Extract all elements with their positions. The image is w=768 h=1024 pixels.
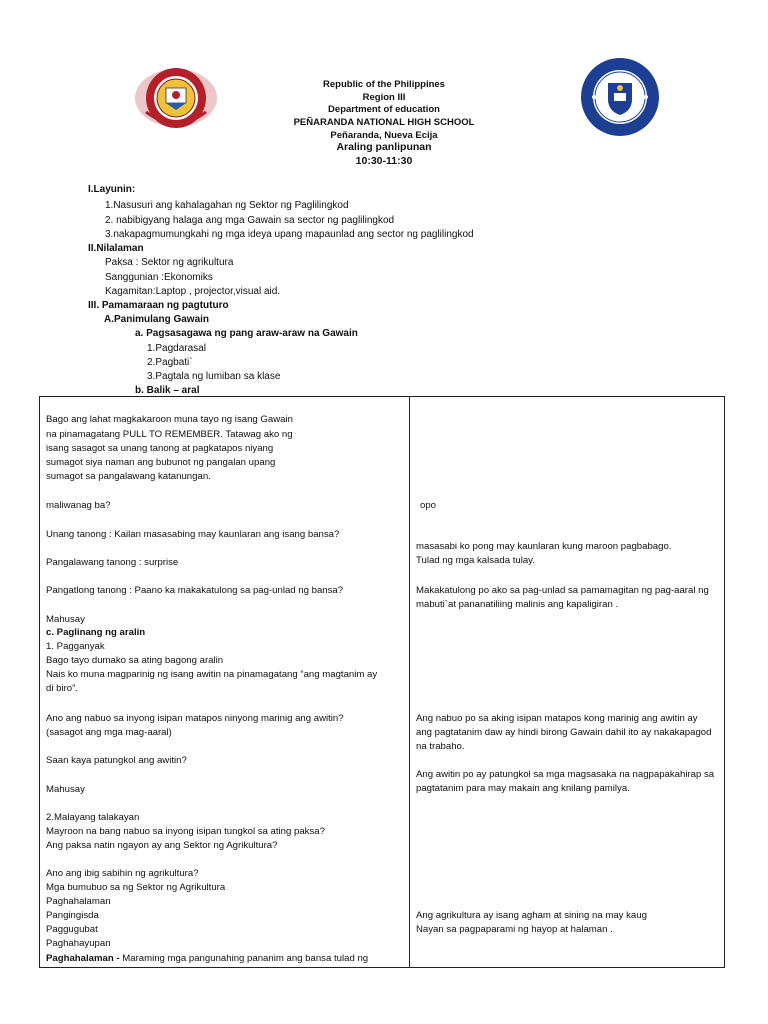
- teacher-line: Bago tayo dumako sa ating bagong aralin: [46, 655, 224, 666]
- list-item: Pangingisda: [46, 910, 99, 921]
- teacher-line: Mayroon na bang nabuo sa inyong isipan tungkol sa ating paksa?: [46, 826, 325, 837]
- student-answer: pagtatanim para may makain ang knilang pamilya.: [416, 783, 630, 794]
- layunin-item: 1.Nasusuri ang kahalagahan ng Sektor ng Paglilingkod: [105, 200, 349, 211]
- student-answer: Makakatulong po ako sa pag-unlad sa pamamagitan ng pag-aaral ng: [416, 585, 709, 596]
- nilalaman-title: II.Nilalaman: [88, 243, 144, 254]
- panimulang-gawain: A.Panimulang Gawain: [104, 314, 210, 325]
- pamamaraan-title: III. Pamamaraan ng pagtuturo: [88, 300, 229, 311]
- teacher-line: [46, 952, 368, 965]
- header-line-school: PEÑARANDA NATIONAL HIGH SCHOOL: [293, 117, 475, 128]
- teacher-line: Ano ang nabuo sa inyong isipan matapos ninyong marinig ang awitin?: [46, 713, 344, 724]
- teacher-line: (sasagot ang mga mag-aaral): [46, 727, 172, 738]
- list-item: Paghahayupan: [46, 938, 111, 949]
- student-answer: Ang agrikultura ay isang agham at sining na may kaug: [416, 910, 647, 921]
- balik-aral-heading: b. Balik – aral: [135, 385, 200, 396]
- teacher-line: Bago ang lahat magkakaroon muna tayo ng isang Gawain: [46, 414, 293, 425]
- header-line-subject: Araling panlipunan: [336, 141, 432, 153]
- nilalaman-item: Kagamitan:Laptop , projector,visual aid.: [105, 286, 281, 297]
- student-answer: mabuti`at pananatiliing malinis ang kapaligiran .: [416, 599, 619, 610]
- header-line-address: Peñaranda, Nueva Ecija: [330, 130, 438, 141]
- pagsasagawa-item: 3.Pagtala ng lumiban sa klase: [147, 371, 281, 382]
- student-answer: Ang nabuo po sa aking isipan matapos kong marinig ang awitin ay: [416, 713, 698, 724]
- teacher-line: isang sasagot sa unang tanong at pagkatapos niyang: [46, 443, 274, 454]
- table-column-divider: [409, 396, 410, 968]
- header-line-department: Department of education: [328, 104, 440, 115]
- student-answer: ang pagtatanim daw ay hindi birong Gawain dahil ito ay nakakapagod: [416, 727, 712, 738]
- teacher-line: Ang paksa natin ngayon ay ang Sektor ng Agrikultura?: [46, 840, 278, 851]
- student-answer: opo: [420, 500, 437, 511]
- teacher-line: sumagot siya naman ang bubunot ng pangalan upang: [46, 457, 276, 468]
- pagsasagawa-item: 1.Pagdarasal: [147, 343, 206, 354]
- student-answer: Nayan sa pagpaparami ng hayop at halaman .: [416, 924, 613, 935]
- header-line-region: Region III: [362, 92, 406, 103]
- teacher-line: Mga bumubuo sa ng Sektor ng Agrikultura: [46, 882, 226, 893]
- list-item: Paghahalaman: [46, 896, 111, 907]
- layunin-item: 3.nakapagmumungkahi ng mga ideya upang mapaunlad ang sector ng paglilingkod: [105, 229, 474, 240]
- teacher-line: maliwanag ba?: [46, 500, 111, 511]
- teacher-line: Saan kaya patungkol ang awitin?: [46, 755, 187, 766]
- teacher-line: na pinamagatang PULL TO REMEMBER. Tatawag ako ng: [46, 429, 293, 440]
- nilalaman-item: Paksa : Sektor ng agrikultura: [105, 257, 234, 268]
- paghahalaman-label: Paghahalaman -: [46, 953, 120, 964]
- nilalaman-item: Sanggunian :Ekonomiks: [105, 272, 213, 283]
- student-answer: Tulad ng mga kalsada tulay.: [416, 555, 535, 566]
- student-answer: masasabi ko pong may kaunlaran kung maroon pagbabago.: [416, 541, 672, 552]
- teacher-question: Unang tanong : Kailan masasabing may kaunlaran ang isang bansa?: [46, 529, 340, 540]
- header-line-time: 10:30-11:30: [355, 155, 413, 167]
- teacher-line: sumagot sa pangalawang katanungan.: [46, 471, 211, 482]
- teacher-line: di biro”.: [46, 683, 78, 694]
- pagsasagawa-heading: a. Pagsasagawa ng pang araw-araw na Gawain: [135, 328, 358, 339]
- teacher-line: Ano ang ibig sabihin ng agrikultura?: [46, 868, 199, 879]
- list-item: Paggugubat: [46, 924, 98, 935]
- student-answer: Ang awitin po ay patungkol sa mga magsasaka na nagpapakahirap sa: [416, 769, 715, 780]
- teacher-line: 1. Pagganyak: [46, 641, 105, 652]
- paglinang-heading: c. Paglinang ng aralin: [46, 627, 146, 638]
- teacher-line: Nais ko muna magparinig ng isang awitin na pinamagatang “ang magtanim ay: [46, 669, 378, 680]
- teacher-question: Pangalawang tanong : surprise: [46, 557, 179, 568]
- pagsasagawa-item: 2.Pagbati`: [147, 357, 193, 368]
- teacher-question: Pangatlong tanong : Paano ka makakatulong sa pag-unlad ng bansa?: [46, 585, 344, 596]
- paghahalaman-text: Maraming mga pangunahing pananim ang bansa tulad ng: [119, 953, 369, 964]
- header-line-republic: Republic of the Philippines: [323, 79, 445, 90]
- teacher-line: 2.Malayang talakayan: [46, 812, 140, 823]
- teacher-line: Mahusay: [46, 614, 85, 625]
- teacher-line: Mahusay: [46, 784, 85, 795]
- student-answer: na trabaho.: [416, 741, 465, 752]
- layunin-item: 2. nabibigyang halaga ang mga Gawain sa sector ng paglilingkod: [105, 215, 395, 226]
- layunin-title: I.Layunin:: [88, 184, 136, 195]
